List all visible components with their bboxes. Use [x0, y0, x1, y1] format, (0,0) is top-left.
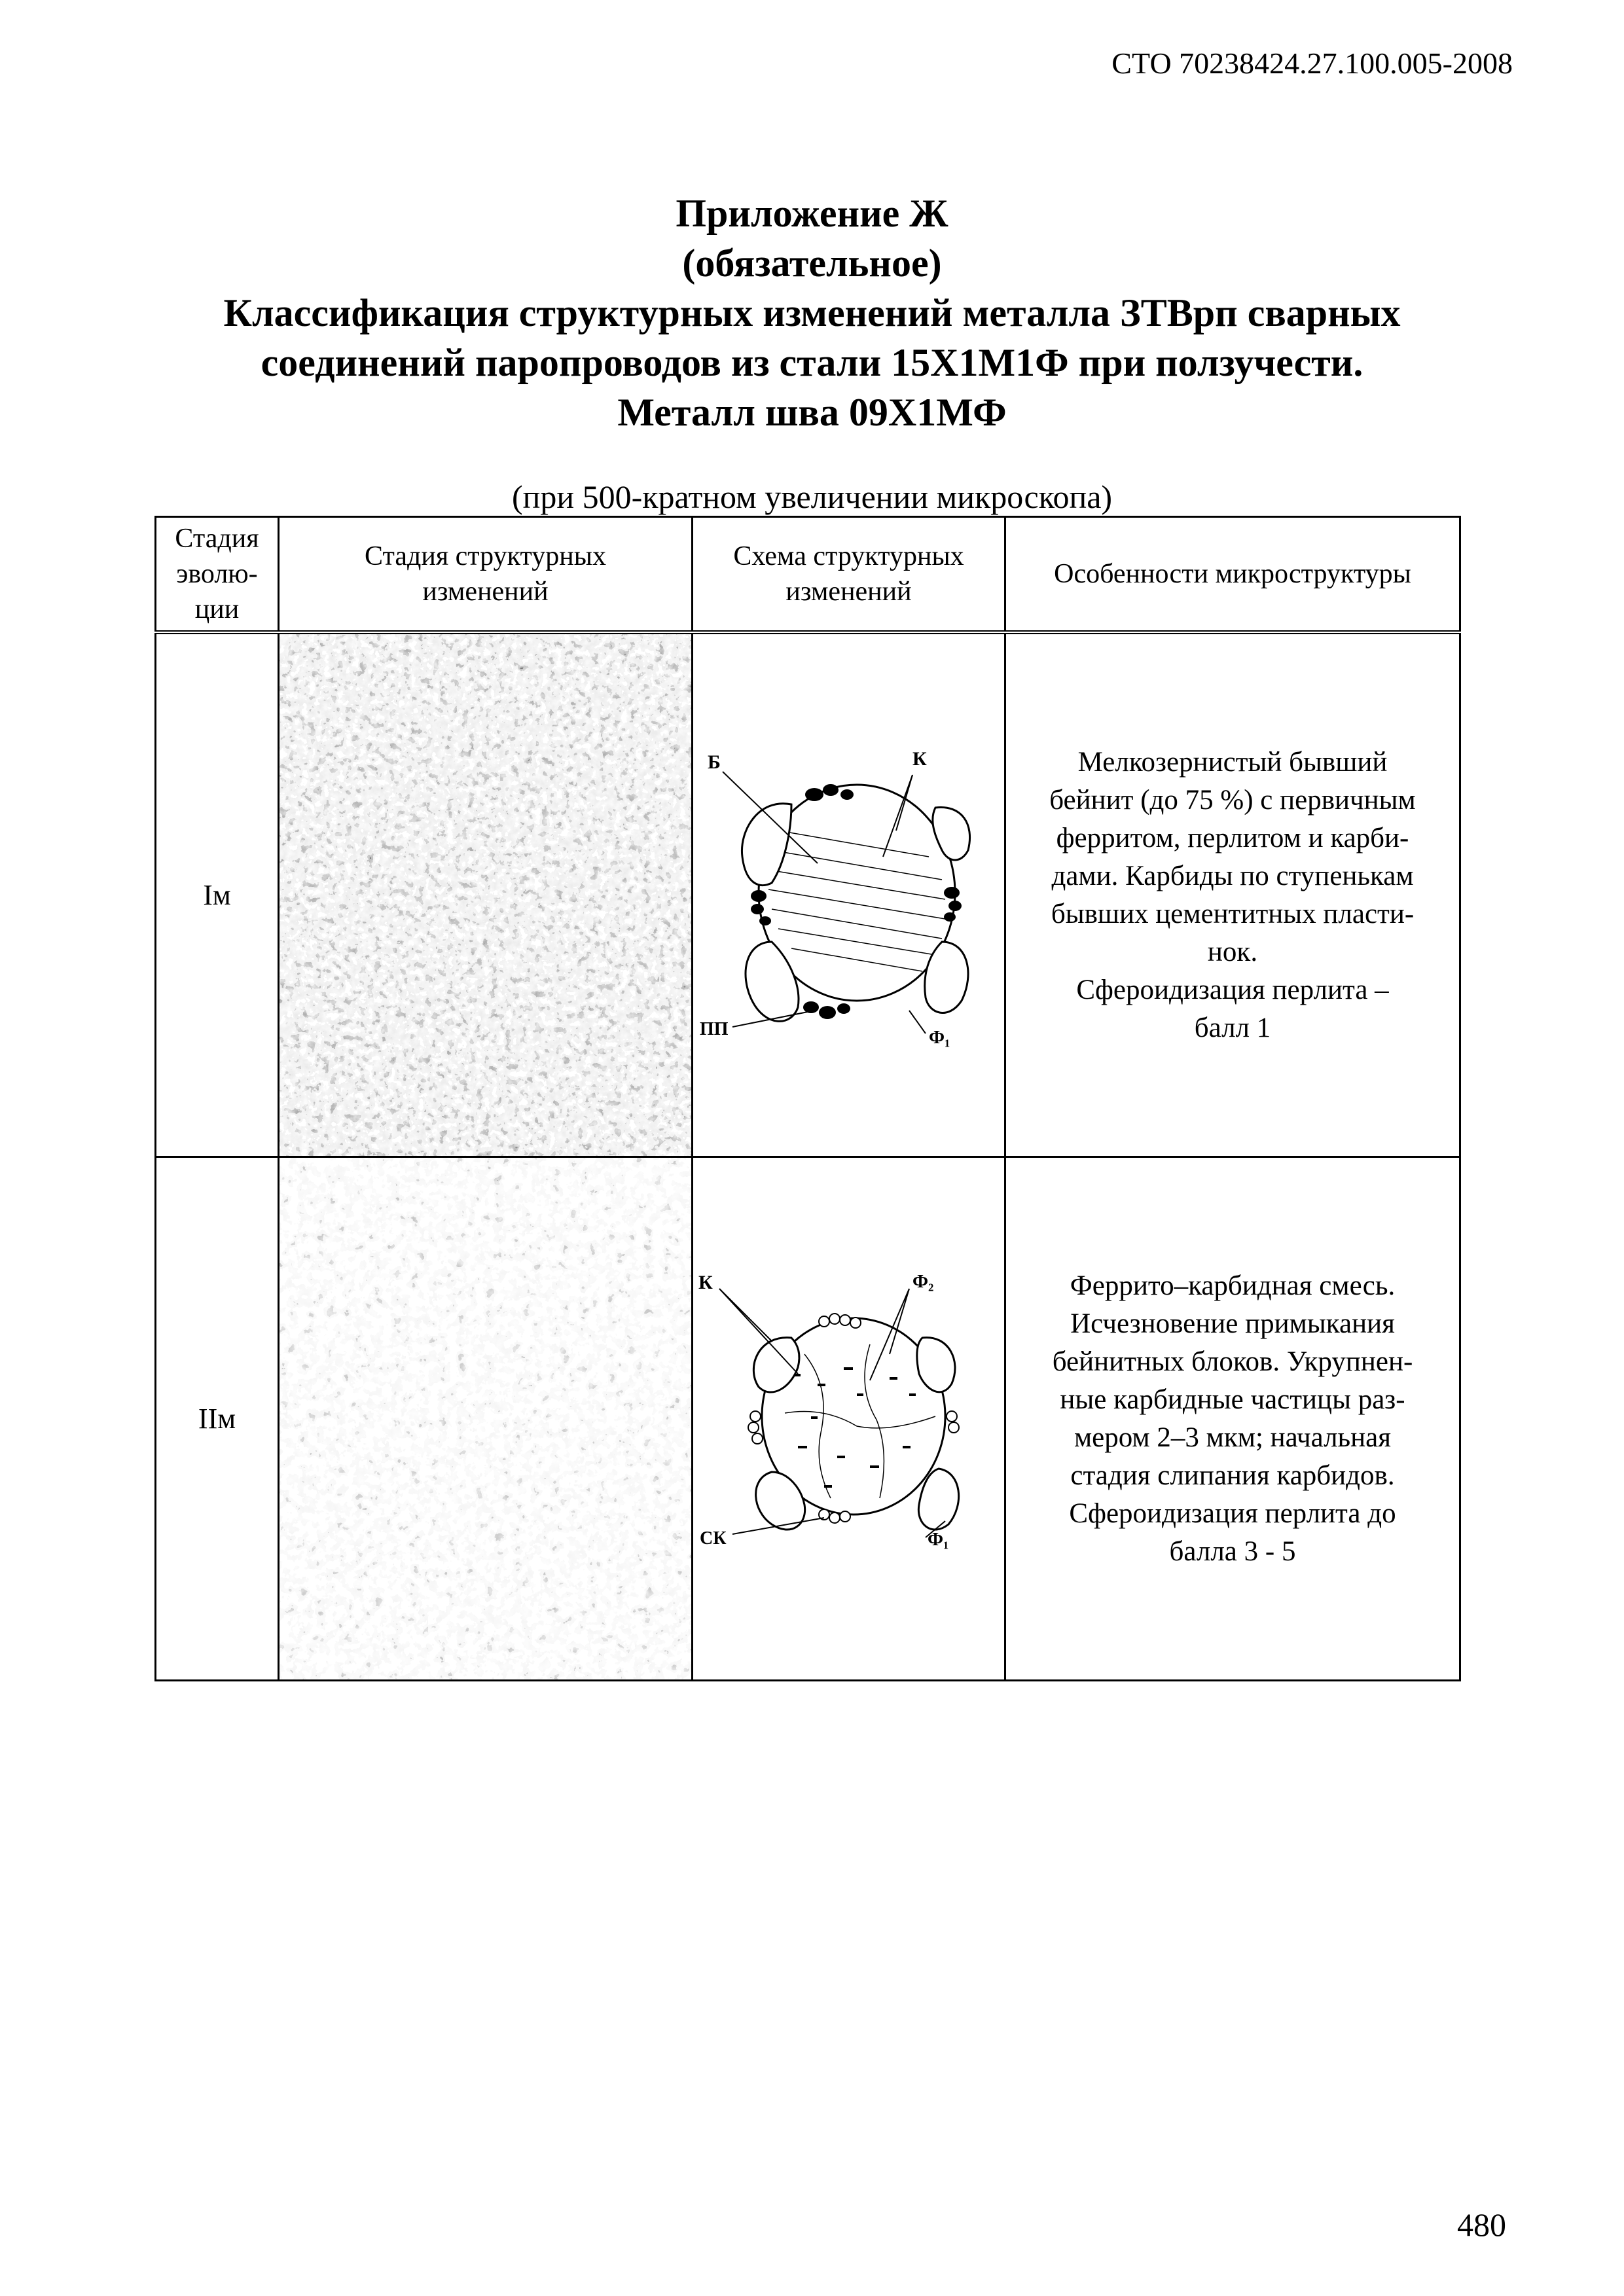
micrograph-1	[280, 634, 693, 1156]
schema-2	[693, 1158, 993, 1679]
header-schema: Схема структурных изменений	[693, 517, 1005, 633]
table-row	[156, 1157, 1460, 1681]
header-features: Особенности микроструктуры	[1005, 517, 1460, 633]
schema-label-k: К	[698, 1272, 713, 1293]
features-text: Феррито–карбидная смесь. Исчезновение примыкания бейнитных блоков. Укрупнен- ные карбидные частицы раз- мером 2–3 мкм; начальная стадия слипания карбидов. Сфероидизация перлита до балла 3 - 5	[1005, 1157, 1460, 1681]
stage-label: Iм	[156, 632, 279, 1157]
schema-label-b: Б	[708, 751, 721, 773]
classification-table	[154, 516, 1461, 1681]
schema-label-f2: Ф₂	[912, 1272, 934, 1292]
schema-label-k: К	[912, 748, 927, 770]
title-line: Металл шва 09Х1МФ	[617, 391, 1007, 434]
document-code: СТО 70238424.27.100.005-2008	[1111, 46, 1513, 80]
stage-label: IIм	[156, 1157, 279, 1681]
table-row	[156, 632, 1460, 1157]
micrograph-image	[279, 1157, 693, 1681]
schema-diagram	[693, 1157, 1005, 1681]
page-number: 480	[1457, 2206, 1506, 2243]
micrograph-2	[280, 1158, 693, 1679]
schema-label-f1: Ф₁	[929, 1028, 950, 1048]
title-line: Приложение Ж	[676, 192, 948, 235]
magnification-note: (при 500-кратном увеличении микроскопа)	[511, 478, 1113, 515]
schema-diagram	[693, 632, 1005, 1157]
micrograph-image	[279, 632, 693, 1157]
schema-label-pp: ПП	[700, 1019, 729, 1039]
schema-label-f1: Ф₁	[928, 1530, 949, 1550]
header-stage: Стадия эволю- ции	[156, 517, 279, 633]
schema-1	[693, 634, 993, 1156]
schema-label-sk: СК	[700, 1528, 727, 1549]
title-line: соединений паропроводов из стали 15Х1М1Ф при ползучести.	[261, 341, 1363, 384]
appendix-title	[0, 188, 1624, 437]
title-line: Классификация структурных изменений металла ЗТВрп сварных	[223, 291, 1401, 334]
header-structural-stage: Стадия структурных изменений	[279, 517, 693, 633]
title-line: (обязательное)	[682, 242, 942, 285]
features-text: Мелкозернистый бывший бейнит (до 75 %) с первичным ферритом, перлитом и карби- дами. Карбиды по ступенькам бывших цементитных пласти- нок. Сфероидизация перлита – балл 1	[1005, 632, 1460, 1157]
